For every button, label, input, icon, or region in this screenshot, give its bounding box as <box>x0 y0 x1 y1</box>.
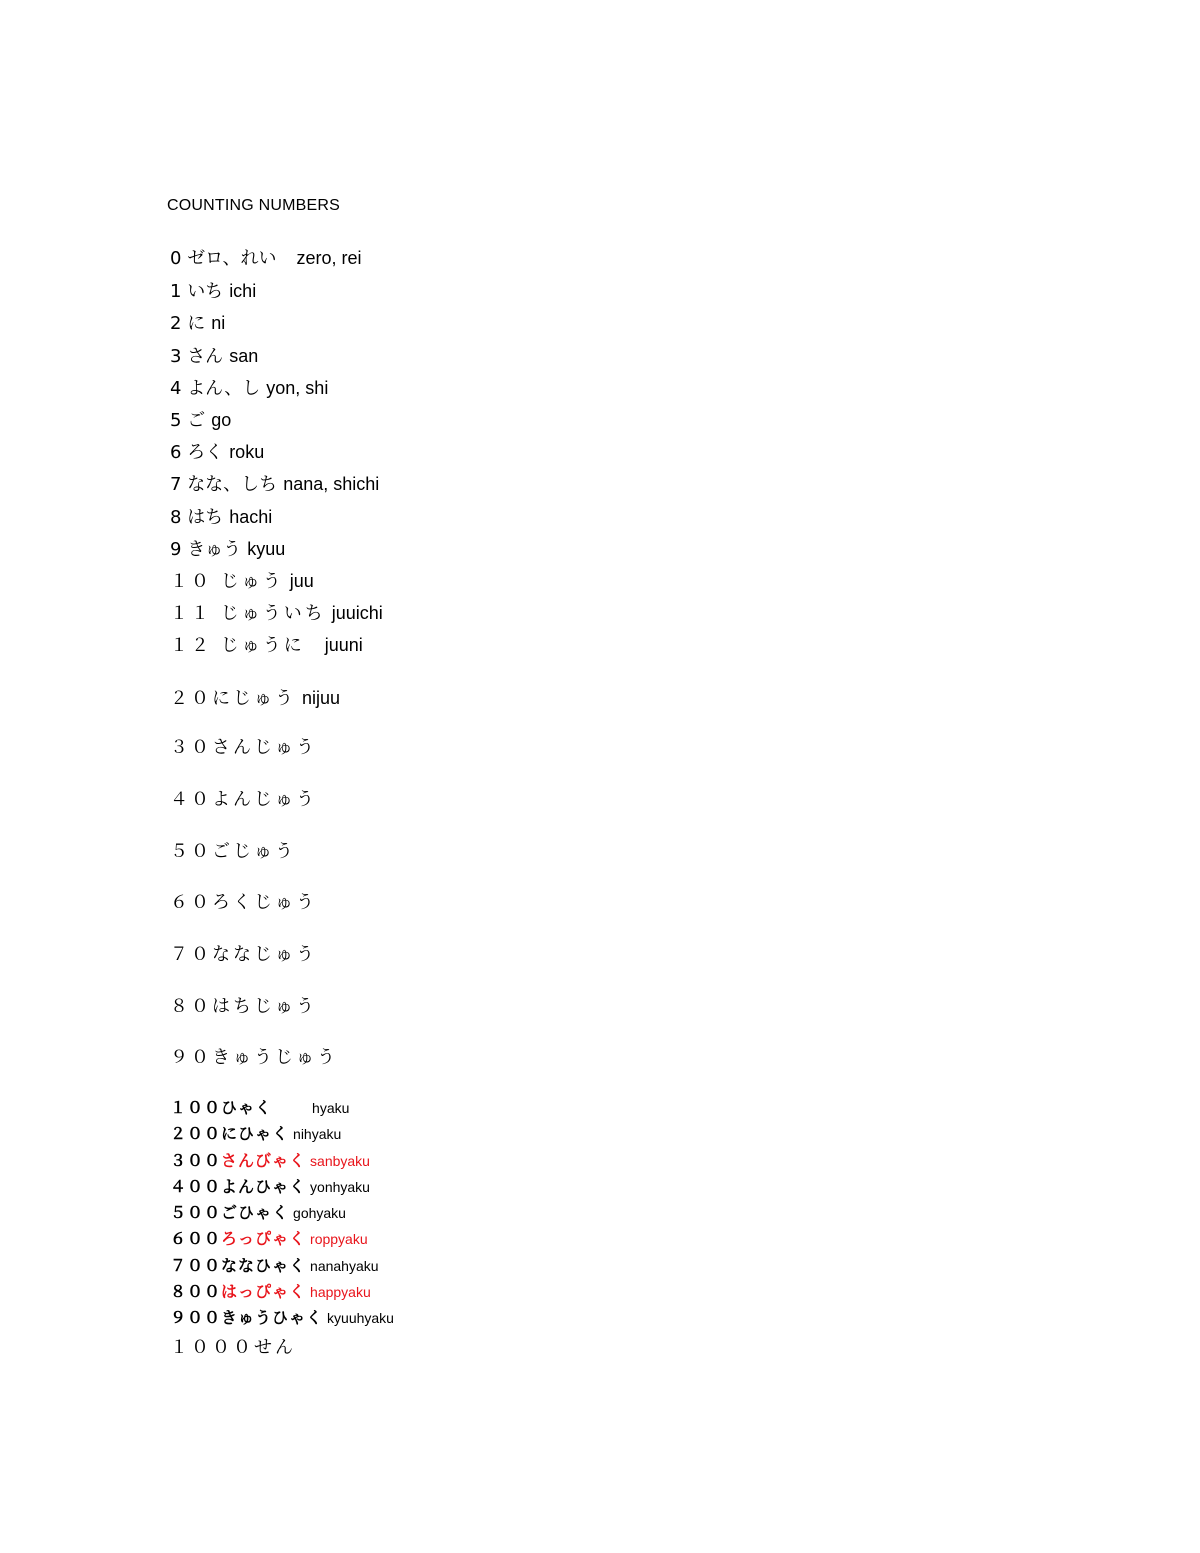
number-row <box>170 736 317 760</box>
japanese-text <box>170 944 317 965</box>
number-row <box>170 1228 368 1250</box>
japanese-text <box>170 1124 289 1143</box>
kana-reading: よんじゅう <box>212 789 317 810</box>
number-row <box>170 311 225 336</box>
japanese-text <box>170 1203 289 1222</box>
numeral: １１ <box>170 603 212 624</box>
kana-reading: よん、し <box>187 378 261 399</box>
kana-reading: さんじゅう <box>212 737 317 758</box>
kana-reading: なな、しち <box>187 474 278 495</box>
kana-reading: ごひゃく <box>221 1203 290 1222</box>
romaji-reading: juu <box>289 571 314 591</box>
japanese-text <box>170 346 223 367</box>
numeral: ３００ <box>170 1151 222 1170</box>
numeral: ２００ <box>170 1124 222 1143</box>
kana-reading: ろくじゅう <box>212 892 317 913</box>
number-row <box>170 1097 349 1119</box>
numeral: 1 <box>170 281 182 302</box>
kana-reading: ひゃく <box>221 1098 273 1117</box>
japanese-text <box>170 841 296 862</box>
number-row <box>170 376 328 401</box>
kana-reading: ななじゅう <box>212 944 317 965</box>
number-row <box>170 1281 371 1303</box>
kana-reading: はち <box>187 507 224 528</box>
japanese-text <box>170 281 223 302</box>
romaji-reading: zero, rei <box>296 248 362 268</box>
kana-reading: じゅうに <box>220 635 305 656</box>
number-row <box>170 788 317 812</box>
japanese-text <box>170 1047 338 1068</box>
romaji-reading: nanahyaku <box>310 1258 379 1274</box>
japanese-text <box>170 1308 323 1327</box>
numeral: 3 <box>170 346 182 367</box>
romaji-reading: yonhyaku <box>310 1179 370 1195</box>
japanese-text <box>170 635 305 656</box>
japanese-text <box>170 688 296 709</box>
kana-reading: いち <box>187 281 224 302</box>
japanese-text <box>170 410 205 431</box>
japanese-text <box>170 1229 306 1248</box>
number-row <box>170 891 317 915</box>
romaji-reading: nijuu <box>302 688 341 708</box>
kana-reading: ゼロ、れい <box>187 248 277 269</box>
japanese-text <box>170 603 326 624</box>
kana-reading: きゅうじゅう <box>212 1047 338 1068</box>
number-row <box>170 1046 338 1070</box>
number-row <box>170 1150 370 1172</box>
numeral: １０ <box>170 571 212 592</box>
numeral: ６００ <box>170 1229 222 1248</box>
kana-reading: にひゃく <box>221 1124 290 1143</box>
numeral: 2 <box>170 313 182 334</box>
romaji-reading: juuni <box>324 635 363 655</box>
kana-reading: にじゅう <box>212 688 296 709</box>
kana-reading: ご <box>187 410 206 431</box>
romaji-reading: happyaku <box>310 1284 371 1300</box>
number-row <box>170 440 264 465</box>
numeral: ９０ <box>170 1047 212 1068</box>
kana-reading: ろっぴゃく <box>221 1229 307 1248</box>
number-row <box>170 1202 346 1224</box>
romaji-reading: juuichi <box>331 603 383 623</box>
numeral: ８００ <box>170 1282 222 1301</box>
romaji-reading: ni <box>211 313 226 333</box>
number-row <box>170 1255 379 1277</box>
number-row <box>170 408 231 433</box>
kana-reading: はちじゅう <box>212 996 317 1017</box>
kana-reading: よんひゃく <box>221 1177 307 1196</box>
japanese-text <box>170 442 223 463</box>
number-row <box>170 995 317 1019</box>
numeral: １００ <box>170 1098 222 1117</box>
japanese-text <box>170 313 205 334</box>
number-row <box>170 279 256 304</box>
romaji-reading: kyuuhyaku <box>327 1310 394 1326</box>
number-row <box>170 686 340 711</box>
numeral: 6 <box>170 442 182 463</box>
numeral: ８０ <box>170 996 212 1017</box>
japanese-text <box>170 789 317 810</box>
number-row <box>170 1307 394 1329</box>
japanese-text <box>170 378 260 399</box>
japanese-text <box>170 892 317 913</box>
number-row <box>170 840 296 864</box>
kana-reading: さん <box>187 346 224 367</box>
romaji-reading: sanbyaku <box>310 1153 370 1169</box>
romaji-reading: roku <box>229 442 265 462</box>
number-row <box>170 246 362 271</box>
japanese-text <box>170 1151 306 1170</box>
japanese-text <box>170 507 223 528</box>
japanese-text <box>170 539 241 560</box>
romaji-reading: hachi <box>229 507 273 527</box>
japanese-text <box>170 248 276 269</box>
number-row <box>170 537 285 562</box>
kana-reading: ごじゅう <box>212 841 296 862</box>
romaji-reading: go <box>211 410 232 430</box>
japanese-text <box>170 1337 296 1358</box>
japanese-text <box>170 1282 306 1301</box>
japanese-text <box>170 1177 306 1196</box>
numeral: 7 <box>170 474 182 495</box>
number-row <box>170 943 317 967</box>
romaji-reading: nana, shichi <box>283 474 380 494</box>
numeral: １０００ <box>170 1337 254 1358</box>
japanese-text <box>170 737 317 758</box>
kana-reading: きゅう <box>187 539 242 560</box>
japanese-text <box>170 996 317 1017</box>
number-row <box>170 344 258 369</box>
numeral: 0 <box>170 248 182 269</box>
number-row <box>170 505 272 530</box>
number-row <box>170 601 383 626</box>
kana-reading: ななひゃく <box>221 1256 307 1275</box>
numeral: 4 <box>170 378 182 399</box>
numeral: ７０ <box>170 944 212 965</box>
numeral: 5 <box>170 410 182 431</box>
numeral: 8 <box>170 507 182 528</box>
number-row <box>170 472 379 497</box>
romaji-reading: roppyaku <box>310 1231 368 1247</box>
number-row <box>170 1123 341 1145</box>
numeral: ７００ <box>170 1256 222 1275</box>
number-row <box>170 1336 296 1360</box>
kana-reading: はっぴゃく <box>221 1282 307 1301</box>
romaji-reading: kyuu <box>247 539 286 559</box>
kana-reading: せん <box>254 1337 296 1358</box>
numeral: ２０ <box>170 688 212 709</box>
numeral: ４０ <box>170 789 212 810</box>
numeral: 9 <box>170 539 182 560</box>
numeral: １２ <box>170 635 212 656</box>
kana-reading: じゅういち <box>220 603 326 624</box>
numeral: ４００ <box>170 1177 222 1196</box>
kana-reading: に <box>187 313 206 334</box>
number-row <box>170 633 363 658</box>
kana-reading: じゅう <box>220 571 284 592</box>
numeral: ９００ <box>170 1308 222 1327</box>
romaji-reading: gohyaku <box>293 1205 346 1221</box>
japanese-text <box>170 1256 306 1275</box>
number-row <box>170 569 314 594</box>
romaji-reading: yon, shi <box>266 378 329 398</box>
kana-reading: ろく <box>187 442 224 463</box>
kana-reading: さんびゃく <box>221 1151 307 1170</box>
page-title: COUNTING NUMBERS <box>167 197 340 214</box>
romaji-reading: ichi <box>229 281 257 301</box>
romaji-reading: hyaku <box>312 1100 350 1116</box>
romaji-reading: nihyaku <box>293 1126 342 1142</box>
romaji-reading: san <box>229 346 259 366</box>
numeral: ５００ <box>170 1203 222 1222</box>
numeral: ６０ <box>170 892 212 913</box>
kana-reading: きゅうひゃく <box>221 1308 324 1327</box>
number-row <box>170 1176 370 1198</box>
numeral: ３０ <box>170 737 212 758</box>
japanese-text <box>170 474 277 495</box>
japanese-text <box>170 571 284 592</box>
japanese-text <box>170 1098 272 1117</box>
numeral: ５０ <box>170 841 212 862</box>
